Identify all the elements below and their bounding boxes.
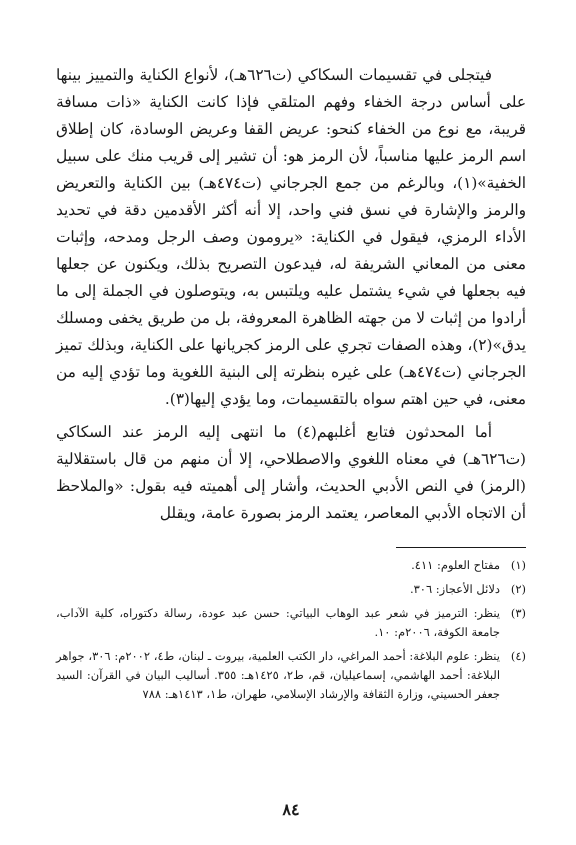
footnote-number: (٣) [510,606,526,620]
footnote-number: (١) [510,558,526,572]
footnote-number: (٤) [510,649,526,663]
book-page [56,62,526,832]
footnote-item [56,604,526,642]
footnote-number: (٢) [510,582,526,596]
footnote-text: ينظر: الترميز في شعر عبد الوهاب البياتي: حسن عبد عودة، رسالة دكتوراه، كلية الآداب، جامعة الكوفة، ٢٠٠٦م: ١٠. [56,606,500,639]
footnotes [56,556,526,704]
footnote-divider [396,547,526,548]
paragraph-2: أما المحدثون فتابع أغلبهم(٤) ما انتهى إليه الرمز عند السكاكي (ت٦٢٦هـ) في معناه اللغوي والاصطلاحي، إلا أن منهم من قال باستقلالية (الرمز) في النص الأدبي الحديث، وأشار إلى أهميته فيه بقول: «والملاحظ أن الاتجاه الأدبي المعاصر، يعتمد الرمز بصورة عامة، ويقلل [56,423,526,522]
footnote-text: ينظر: علوم البلاغة: أحمد المراغي، دار الكتب العلمية، بيروت ـ لبنان، ط٤، ٢٠٠٢م: ٣٠٦، جواهر البلاغة: أحمد الهاشمي، إسماعيليان، قم، ط٢، ١٤٢٥هـ: ٣٥٥. أساليب البيان في القرآن: السيد جعفر الحسيني، وزارة الثقافة والإرشاد الإسلامي، طهران، ط١، ١٤١٣هـ: ٧٨٨ [56,649,501,701]
main-text [56,62,526,527]
footnote-item [56,647,526,704]
footnote-item [56,580,526,599]
paragraph-1: فيتجلى في تقسيمات السكاكي (ت٦٢٦هـ)، لأنواع الكناية والتمييز بينها على أساس درجة الخفاء وفهم المتلقي فإذا كانت الكناية «ذات مسافة قريبة، مع نوع من الخفاء كنحو: عريض القفا وعريض الوسادة، كان إطلاق اسم الرمز عليها مناسباً، لأن الرمز هو: أن تشير إلى قريب منك على سبيل الخفية»(١)، وبالرغم من جمع الجرجاني (ت٤٧٤هـ) بين الكناية والتعريض والرمز والإشارة في نسق فني واحد، إلا أنه أكثر الأقدمين دقة في تحديد الأداء الرمزي، فيقول في الكناية: «يرومون وصف الرجل ومدحه، وإثبات معنى من المعاني الشريفة له، فيدعون التصريح بذلك، ويكنون عن جعلها فيه بجعلها في شيء يشتمل عليه ويلتبس به، ويتوصلون في الجملة إلى ما أرادوا من إثبات لا من جهته الظاهرة المعروفة، بل من طريق يخفى ومسلك يدق»(٢)، وهذه الصفات تجري على الرمز كجريانها على الكناية، وبذلك تميز الجرجاني (ت٤٧٤هـ) على غيره بنظرته إلى البنية اللغوية وما تؤدي إليه من معنى، في حين اهتم سواه بالتقسيمات، وما يؤدي إليها(٣). [56,66,526,408]
footnote-text: دلائل الأعجاز: ٣٠٦. [409,582,500,596]
page-number: ٨٤ [282,800,300,819]
footnote-text: مفتاح العلوم: ٤١١. [411,558,500,572]
footnote-item [56,556,526,575]
